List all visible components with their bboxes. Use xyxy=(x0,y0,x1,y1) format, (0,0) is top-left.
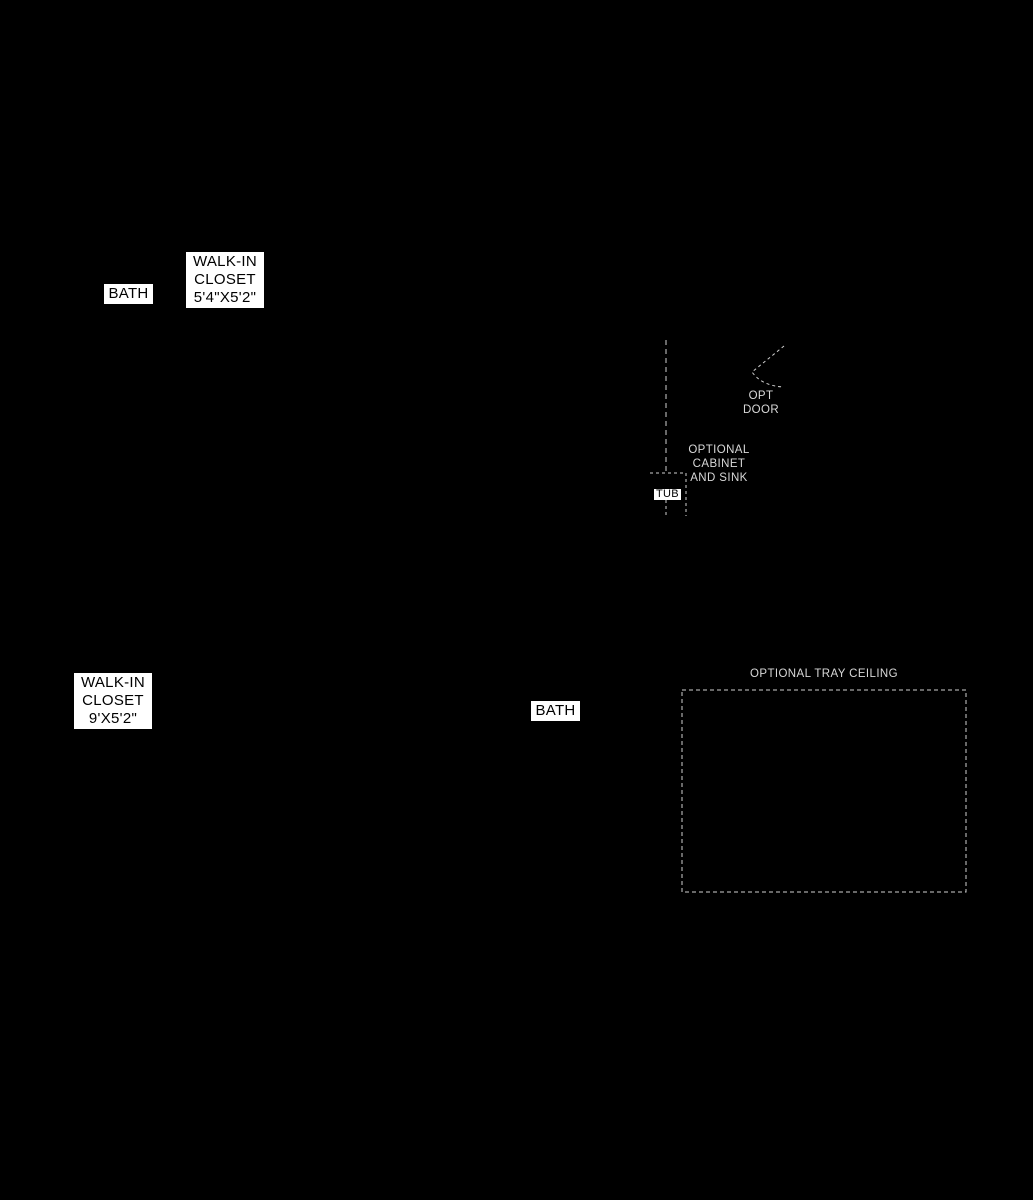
bath-label-lower: BATH xyxy=(531,701,580,721)
tray-ceiling-outline xyxy=(682,690,966,892)
opt-door-swing xyxy=(752,346,784,387)
walk-in-closet-label-lower: WALK-IN CLOSET 9'X5'2" xyxy=(74,673,152,729)
walk-in-closet-label-upper: WALK-IN CLOSET 5'4"X5'2" xyxy=(186,252,264,308)
tray-ceiling-note: OPTIONAL TRAY CEILING xyxy=(750,668,898,680)
tub-label: TUB xyxy=(656,488,679,500)
opt-door-note: OPT DOOR xyxy=(742,390,780,416)
bath-label-upper: BATH xyxy=(104,284,153,304)
optional-cabinet-note: OPTIONAL CABINET AND SINK xyxy=(688,444,750,484)
